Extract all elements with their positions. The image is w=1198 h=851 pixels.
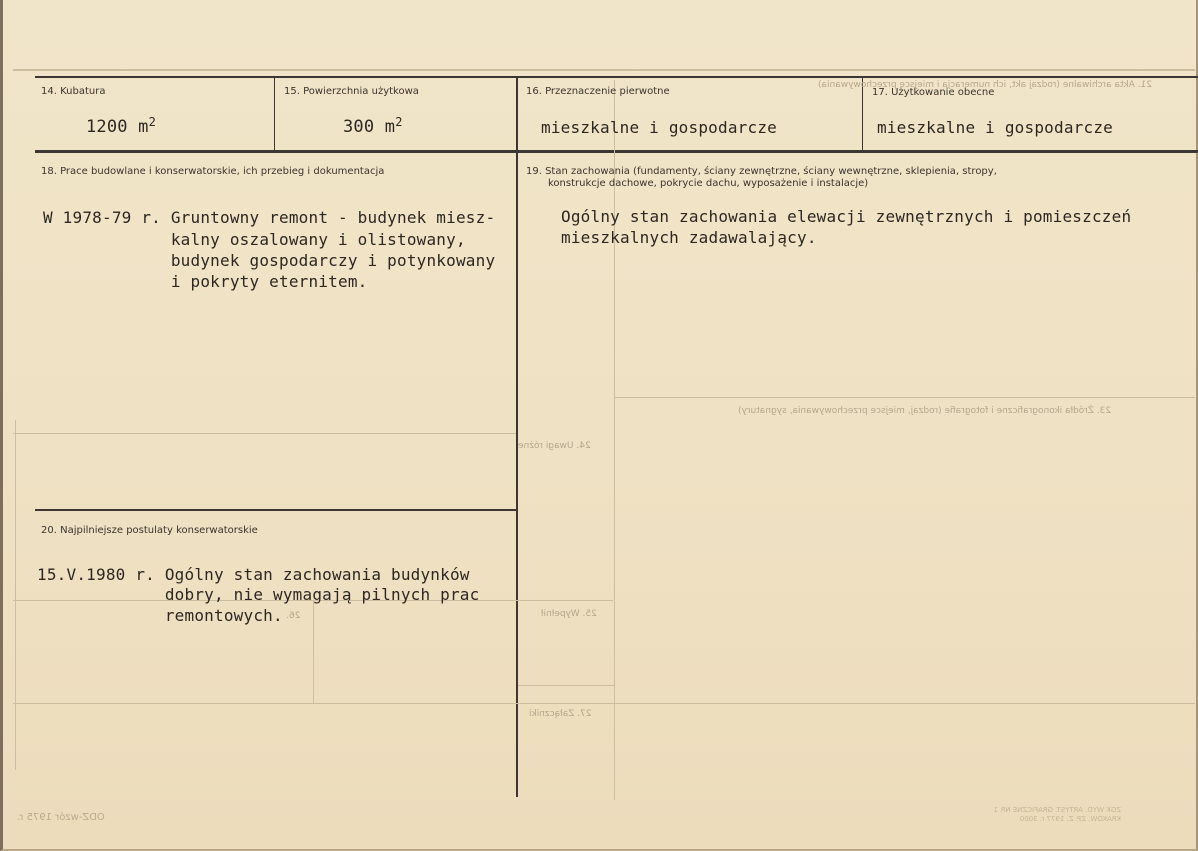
bleed-label-26: 26. xyxy=(286,611,301,621)
field-16-value: mieszkalne i gospodarcze xyxy=(541,118,777,137)
bleed-vertical-3 xyxy=(15,420,16,770)
bleed-vertical-2 xyxy=(313,600,314,704)
field-19-line-1: Ogólny stan zachowania elewacji zewnętrznych i pomieszczeń xyxy=(561,207,1132,226)
field-20-line-1: 15.V.1980 r. Ogólny stan zachowania budynków xyxy=(37,565,470,584)
field-14-value xyxy=(86,116,156,139)
field-19-label-line-2: konstrukcje dachowe, pokrycie dachu, wyposażenie i instalacje) xyxy=(548,178,869,189)
bleed-label-24: 24. Uwagi różne xyxy=(518,441,591,451)
printer-imprint: ZGK WYD. ARTYST. GRAFICZNE NR 1 KRAKÓW, ZP. Z. 1977 r. 3000 xyxy=(993,806,1121,823)
bleed-horizontal-1 xyxy=(13,433,516,434)
bleed-horizontal-2 xyxy=(615,397,1195,398)
field-18-line-1: W 1978-79 r. Gruntowny remont - budynek miesz- xyxy=(43,208,496,227)
field-16-label: 16. Przeznaczenie pierwotne xyxy=(526,86,670,97)
bleed-label-25: 25. Wypełnił xyxy=(541,609,597,619)
field-20-line-2: dobry, nie wymagają pilnych prac xyxy=(37,585,480,604)
top-fold-line xyxy=(13,69,1195,71)
field-20-label: 20. Najpilniejsze postulaty konserwatorskie xyxy=(41,525,258,536)
row-top-border xyxy=(35,76,1198,78)
bleed-label-21: 21. Akta archiwalne (rodzaj akt, ich numeracja i miejsce przechowywania) xyxy=(818,80,1153,90)
field-15-value xyxy=(343,116,403,139)
col-divider-1 xyxy=(274,77,275,151)
field-18-line-3: budynek gospodarczy i potynkowany xyxy=(43,251,496,270)
field-14-label: 14. Kubatura xyxy=(41,86,106,97)
field-18-label: 18. Prace budowlane i konserwatorskie, ich przebieg i dokumentacja xyxy=(41,166,385,177)
bleed-horizontal-5 xyxy=(518,685,615,686)
col-divider-2 xyxy=(516,77,518,797)
field-15-unit-sup: 2 xyxy=(395,115,403,129)
field-19-line-2: mieszkalnych zadawalający. xyxy=(561,228,817,247)
field-17-label: 17. Użytkowanie obecne xyxy=(872,87,995,98)
bleed-horizontal-4 xyxy=(13,703,1195,704)
field-15-label: 15. Powierzchnia użytkowa xyxy=(284,86,419,97)
bleed-label-27: 27. Załączniki xyxy=(529,709,592,719)
field-18-line-4: i pokryty eternitem. xyxy=(43,272,368,291)
field-15-number: 300 m xyxy=(343,117,396,137)
field-19-label-line-1: 19. Stan zachowania (fundamenty, ściany zewnętrzne, ściany wewnętrzne, sklepienia, stropy, xyxy=(526,166,997,177)
form-code-footer: ODZ-wzór 1975 r. xyxy=(17,812,105,823)
section-20-top-border xyxy=(35,509,516,511)
bleed-label-23: 23. Źródła ikonograficzne i fotografie (rodzaj, miejsce przechowywania, sygnatury) xyxy=(738,406,1112,416)
field-14-number: 1200 m xyxy=(86,117,149,137)
field-20-line-3: remontowych. xyxy=(37,606,283,625)
field-18-line-2: kalny oszalowany i olistowany, xyxy=(43,230,466,249)
field-14-unit-sup: 2 xyxy=(148,115,157,129)
row-middle-border xyxy=(35,150,1198,153)
field-17-value: mieszkalne i gospodarcze xyxy=(877,118,1113,137)
